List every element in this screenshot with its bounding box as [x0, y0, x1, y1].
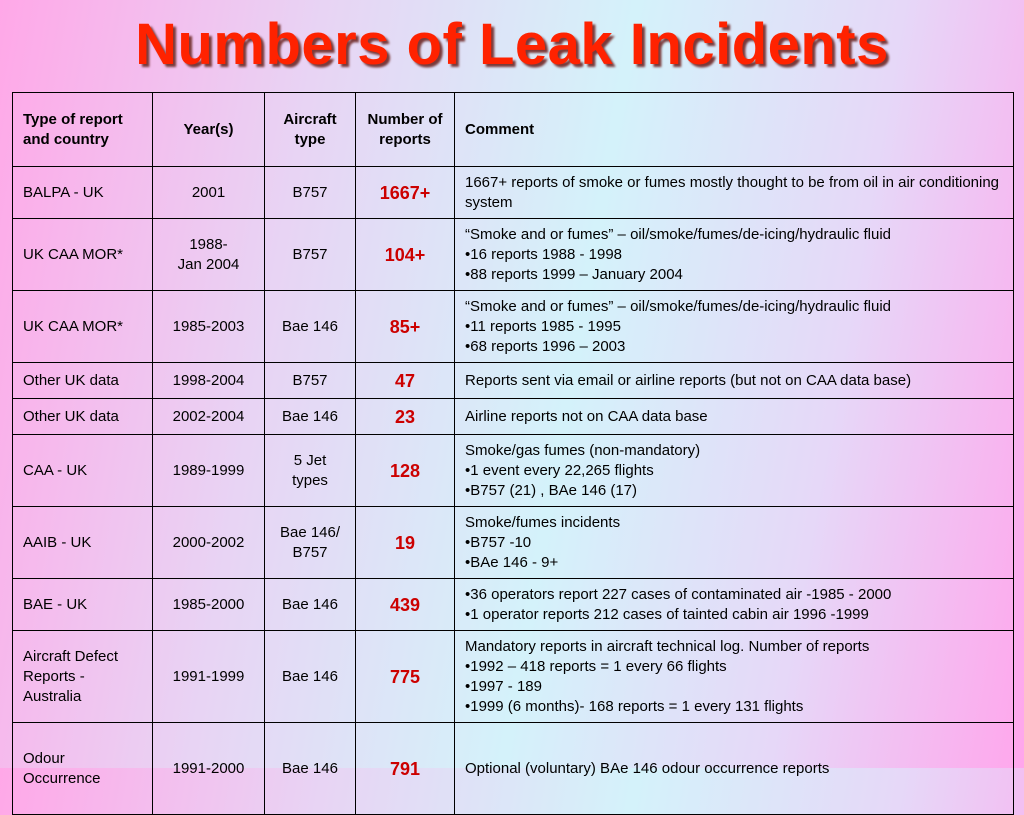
table-row — [13, 507, 1014, 579]
cell-years-line: 1991-2000 — [172, 759, 245, 777]
cell-report-type-line: Other UK data — [23, 371, 119, 389]
cell-comment — [455, 363, 1014, 399]
cell-years-line: 1988- — [189, 235, 228, 253]
cell-aircraft-type-line: Bae 146 — [282, 759, 338, 777]
cell-comment-line: •36 operators report 227 cases of contaminated air -1985 - 2000 — [465, 585, 892, 603]
cell-comment-line: “Smoke and or fumes” – oil/smoke/fumes/de-icing/hydraulic fluid — [465, 225, 892, 243]
cell-years — [153, 435, 265, 507]
cell-aircraft-type-line: Bae 146/ — [279, 523, 341, 541]
cell-years — [153, 363, 265, 399]
cell-comment — [455, 219, 1014, 291]
cell-number-of-reports: 775 — [356, 631, 455, 723]
cell-years — [153, 399, 265, 435]
cell-aircraft-type — [265, 631, 356, 723]
cell-comment-line: 1667+ reports of smoke or fumes mostly thought to be from oil in air conditioning system — [465, 173, 1000, 211]
cell-report-type — [13, 399, 153, 435]
cell-comment-line: •1999 (6 months)- 168 reports = 1 every 131 flights — [465, 697, 804, 715]
table-row — [13, 167, 1014, 219]
cell-years — [153, 167, 265, 219]
cell-comment-line: Reports sent via email or airline reports (but not on CAA data base) — [465, 371, 912, 389]
cell-years-line: 2001 — [191, 183, 226, 201]
cell-years-line: 2000-2002 — [172, 533, 245, 551]
cell-report-type — [13, 723, 153, 815]
cell-number-of-reports: 1667+ — [356, 167, 455, 219]
cell-report-type-line: BAE - UK — [23, 595, 88, 613]
cell-years-line: Jan 2004 — [177, 255, 240, 273]
header-years: Year(s) — [153, 93, 265, 167]
cell-aircraft-type-line: B757 — [292, 543, 328, 561]
cell-aircraft-type — [265, 291, 356, 363]
cell-comment — [455, 631, 1014, 723]
cell-number-of-reports: 23 — [356, 399, 455, 435]
cell-aircraft-type-line: types — [292, 471, 328, 489]
cell-report-type-line: Other UK data — [23, 407, 119, 425]
cell-years-line: 1998-2004 — [172, 371, 245, 389]
cell-comment — [455, 723, 1014, 815]
cell-comment-line: •1997 - 189 — [465, 677, 542, 695]
leak-incidents-table — [12, 92, 1014, 815]
table-row — [13, 219, 1014, 291]
cell-report-type — [13, 167, 153, 219]
cell-aircraft-type-line: 5 Jet — [293, 451, 327, 469]
header-comment: Comment — [455, 93, 1014, 167]
cell-comment — [455, 167, 1014, 219]
cell-aircraft-type — [265, 723, 356, 815]
table-row — [13, 631, 1014, 723]
cell-comment-line: •1 operator reports 212 cases of tainted cabin air 1996 -1999 — [465, 605, 869, 623]
cell-years — [153, 631, 265, 723]
cell-comment-line: Optional (voluntary) BAe 146 odour occurrence reports — [465, 759, 830, 777]
cell-report-type — [13, 219, 153, 291]
cell-aircraft-type — [265, 399, 356, 435]
cell-report-type-line: BALPA - UK — [23, 183, 104, 201]
cell-report-type-line: Aircraft Defect — [23, 647, 119, 665]
cell-report-type-line: UK CAA MOR* — [23, 245, 124, 263]
cell-years-line: 1991-1999 — [172, 667, 245, 685]
cell-comment — [455, 579, 1014, 631]
cell-aircraft-type-line: Bae 146 — [282, 667, 338, 685]
cell-comment-line: •BAe 146 - 9+ — [465, 553, 559, 571]
cell-number-of-reports: 128 — [356, 435, 455, 507]
cell-aircraft-type — [265, 363, 356, 399]
cell-years — [153, 579, 265, 631]
cell-years-line: 2002-2004 — [172, 407, 245, 425]
cell-comment-line: •88 reports 1999 – January 2004 — [465, 265, 683, 283]
cell-aircraft-type-line: B757 — [292, 371, 328, 389]
cell-report-type — [13, 579, 153, 631]
cell-report-type-line: UK CAA MOR* — [23, 317, 124, 335]
cell-report-type — [13, 291, 153, 363]
cell-aircraft-type-line: Bae 146 — [282, 595, 338, 613]
cell-years — [153, 291, 265, 363]
cell-number-of-reports: 19 — [356, 507, 455, 579]
table-row — [13, 579, 1014, 631]
table-row — [13, 723, 1014, 815]
cell-comment — [455, 435, 1014, 507]
header-aircraft: Aircraft type — [265, 93, 356, 167]
cell-aircraft-type-line: B757 — [292, 245, 328, 263]
cell-comment-line: •1 event every 22,265 flights — [465, 461, 654, 479]
cell-aircraft-type-line: Bae 146 — [282, 317, 338, 335]
cell-comment-line: Smoke/gas fumes (non-mandatory) — [465, 441, 701, 459]
cell-number-of-reports: 439 — [356, 579, 455, 631]
cell-aircraft-type — [265, 507, 356, 579]
cell-comment-line: •B757 -10 — [465, 533, 532, 551]
cell-aircraft-type — [265, 435, 356, 507]
header-row — [13, 93, 1014, 167]
cell-report-type-line: Reports - — [23, 667, 85, 685]
cell-report-type — [13, 631, 153, 723]
cell-years-line: 1985-2003 — [172, 317, 245, 335]
cell-report-type — [13, 507, 153, 579]
cell-number-of-reports: 791 — [356, 723, 455, 815]
cell-comment-line: Airline reports not on CAA data base — [465, 407, 708, 425]
table-row — [13, 291, 1014, 363]
cell-number-of-reports: 104+ — [356, 219, 455, 291]
header-type: Type of report and country — [13, 93, 153, 167]
cell-comment-line: Mandatory reports in aircraft technical log. Number of reports — [465, 637, 870, 655]
cell-comment-line: •11 reports 1985 - 1995 — [465, 317, 621, 335]
cell-aircraft-type-line: Bae 146 — [282, 407, 338, 425]
cell-report-type — [13, 363, 153, 399]
table-row — [13, 435, 1014, 507]
cell-report-type-line: CAA - UK — [23, 461, 88, 479]
cell-comment-line: “Smoke and or fumes” – oil/smoke/fumes/de-icing/hydraulic fluid — [465, 297, 892, 315]
cell-aircraft-type — [265, 579, 356, 631]
page-title: Numbers of Leak Incidents — [135, 12, 889, 77]
cell-comment-line: Smoke/fumes incidents — [465, 513, 621, 531]
cell-number-of-reports: 47 — [356, 363, 455, 399]
cell-report-type-line: Odour — [23, 749, 65, 767]
cell-comment-line: •16 reports 1988 - 1998 — [465, 245, 623, 263]
cell-years-line: 1989-1999 — [172, 461, 245, 479]
table-body — [13, 167, 1014, 815]
cell-aircraft-type-line: B757 — [292, 183, 328, 201]
cell-comment — [455, 507, 1014, 579]
cell-comment — [455, 399, 1014, 435]
cell-comment-line: •B757 (21) , BAe 146 (17) — [465, 481, 638, 499]
cell-aircraft-type — [265, 167, 356, 219]
cell-number-of-reports: 85+ — [356, 291, 455, 363]
cell-years-line: 1985-2000 — [172, 595, 245, 613]
cell-report-type — [13, 435, 153, 507]
cell-years — [153, 723, 265, 815]
cell-report-type-line: Occurrence — [23, 769, 101, 787]
cell-comment-line: •1992 – 418 reports = 1 every 66 flights — [465, 657, 727, 675]
cell-years — [153, 507, 265, 579]
cell-years — [153, 219, 265, 291]
cell-comment-line: •68 reports 1996 – 2003 — [465, 337, 626, 355]
header-number: Number of reports — [356, 93, 455, 167]
cell-report-type-line: Australia — [23, 687, 82, 705]
cell-comment — [455, 291, 1014, 363]
cell-aircraft-type — [265, 219, 356, 291]
cell-report-type-line: AAIB - UK — [23, 533, 92, 551]
table-row — [13, 399, 1014, 435]
table-row — [13, 363, 1014, 399]
